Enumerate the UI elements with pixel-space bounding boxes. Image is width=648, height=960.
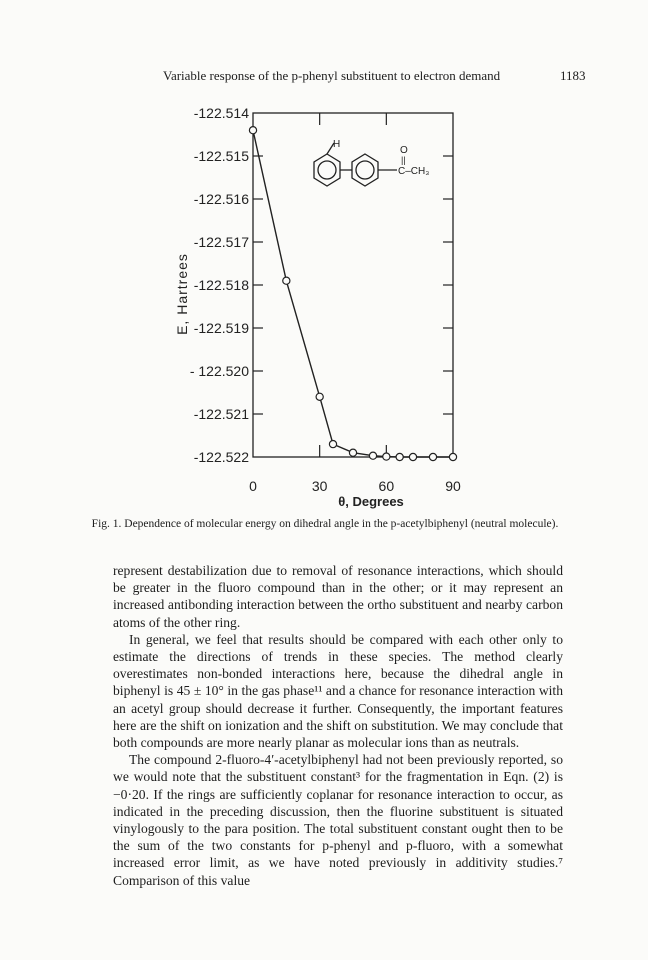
data-point: [316, 393, 323, 400]
data-point: [283, 277, 290, 284]
caption-text: Dependence of molecular energy on dihedral angle in the p-acetylbiphenyl (neutral molecule).: [124, 518, 559, 530]
data-point: [383, 453, 390, 460]
paragraph: represent destabilization due to removal of resonance interactions, which should be greater in the fluoro compound than in the other; or it may represent an increased antibonding interaction between the ortho substituent and nearby carbon atoms of the other ring.: [113, 563, 563, 630]
y-tick-labels: [190, 105, 249, 465]
data-point: [369, 452, 376, 459]
figure-caption: [90, 517, 560, 532]
tick-marks: [253, 113, 453, 457]
x-tick-label: 60: [378, 478, 395, 494]
page-number: 1183: [560, 68, 586, 83]
y-tick-label: -122.514: [193, 105, 249, 121]
data-point: [349, 449, 356, 456]
oxygen-label: O: [400, 145, 408, 156]
paragraph: In general, we feel that results should be compared with each other only to estimate the directions of trends in these species. The method clearly overestimates non-bonded interactions here, because the dihedral angle in biphenyl is 45 ± 10° in the gas phase¹¹ and a chance for resonance interaction with an acetyl group should decrease it further. Consequently, the important features here are the shift on ionization and the shift on substitution. We may conclude that both compounds are more nearly planar as molecular ions than as neutrals.: [113, 631, 563, 751]
plot-frame: [253, 113, 453, 457]
data-point: [249, 127, 256, 134]
x-axis-label: θ, Degrees: [338, 494, 404, 509]
y-tick-label: -122.517: [193, 234, 249, 250]
data-point: [449, 453, 456, 460]
y-tick-label: -122.515: [193, 148, 249, 164]
y-tick-label: - 122.520: [189, 363, 249, 379]
body-text: [113, 562, 563, 889]
aromatic-circle-left: [318, 161, 336, 179]
y-tick-label: -122.519: [193, 320, 249, 336]
y-tick-label: -122.516: [193, 191, 249, 207]
data-point: [396, 453, 403, 460]
data-point: [429, 453, 436, 460]
molecule-structure: [314, 143, 397, 186]
y-tick-label: -122.521: [193, 406, 249, 422]
y-tick-label: -122.522: [193, 449, 249, 465]
double-bond-label: ||: [401, 155, 406, 165]
hydrogen-label: H: [333, 139, 341, 150]
data-point: [329, 441, 336, 448]
paragraph: The compound 2-fluoro-4′-acetylbiphenyl had not been previously reported, so we would note that the substituent constant³ for the fragmentation in Eqn. (2) is −0·20. If the rings are sufficiently coplanar for resonance interaction to occur, as indicated in the preceding discussion, then the fluorine substituent is situated vinylogously to the para position. The total substituent constant ought then to be the sum of the two constants for p-phenyl and p-fluoro, with a somewhat increased error limit, as we have noted previously in additivity studies.⁷ Comparison of this value: [113, 752, 563, 888]
x-tick-labels: [249, 478, 461, 494]
x-tick-label: 90: [445, 478, 461, 494]
aromatic-circle-right: [356, 161, 374, 179]
acetyl-group-label: C–CH₃: [398, 166, 430, 177]
data-point: [409, 453, 416, 460]
caption-label: Fig. 1.: [91, 518, 122, 530]
y-tick-label: -122.518: [193, 277, 249, 293]
running-title: Variable response of the p-phenyl substituent to electron demand: [163, 68, 501, 83]
y-axis-label: E, Hartrees: [174, 253, 190, 335]
x-tick-label: 30: [311, 478, 328, 494]
x-tick-label: 0: [249, 478, 257, 494]
